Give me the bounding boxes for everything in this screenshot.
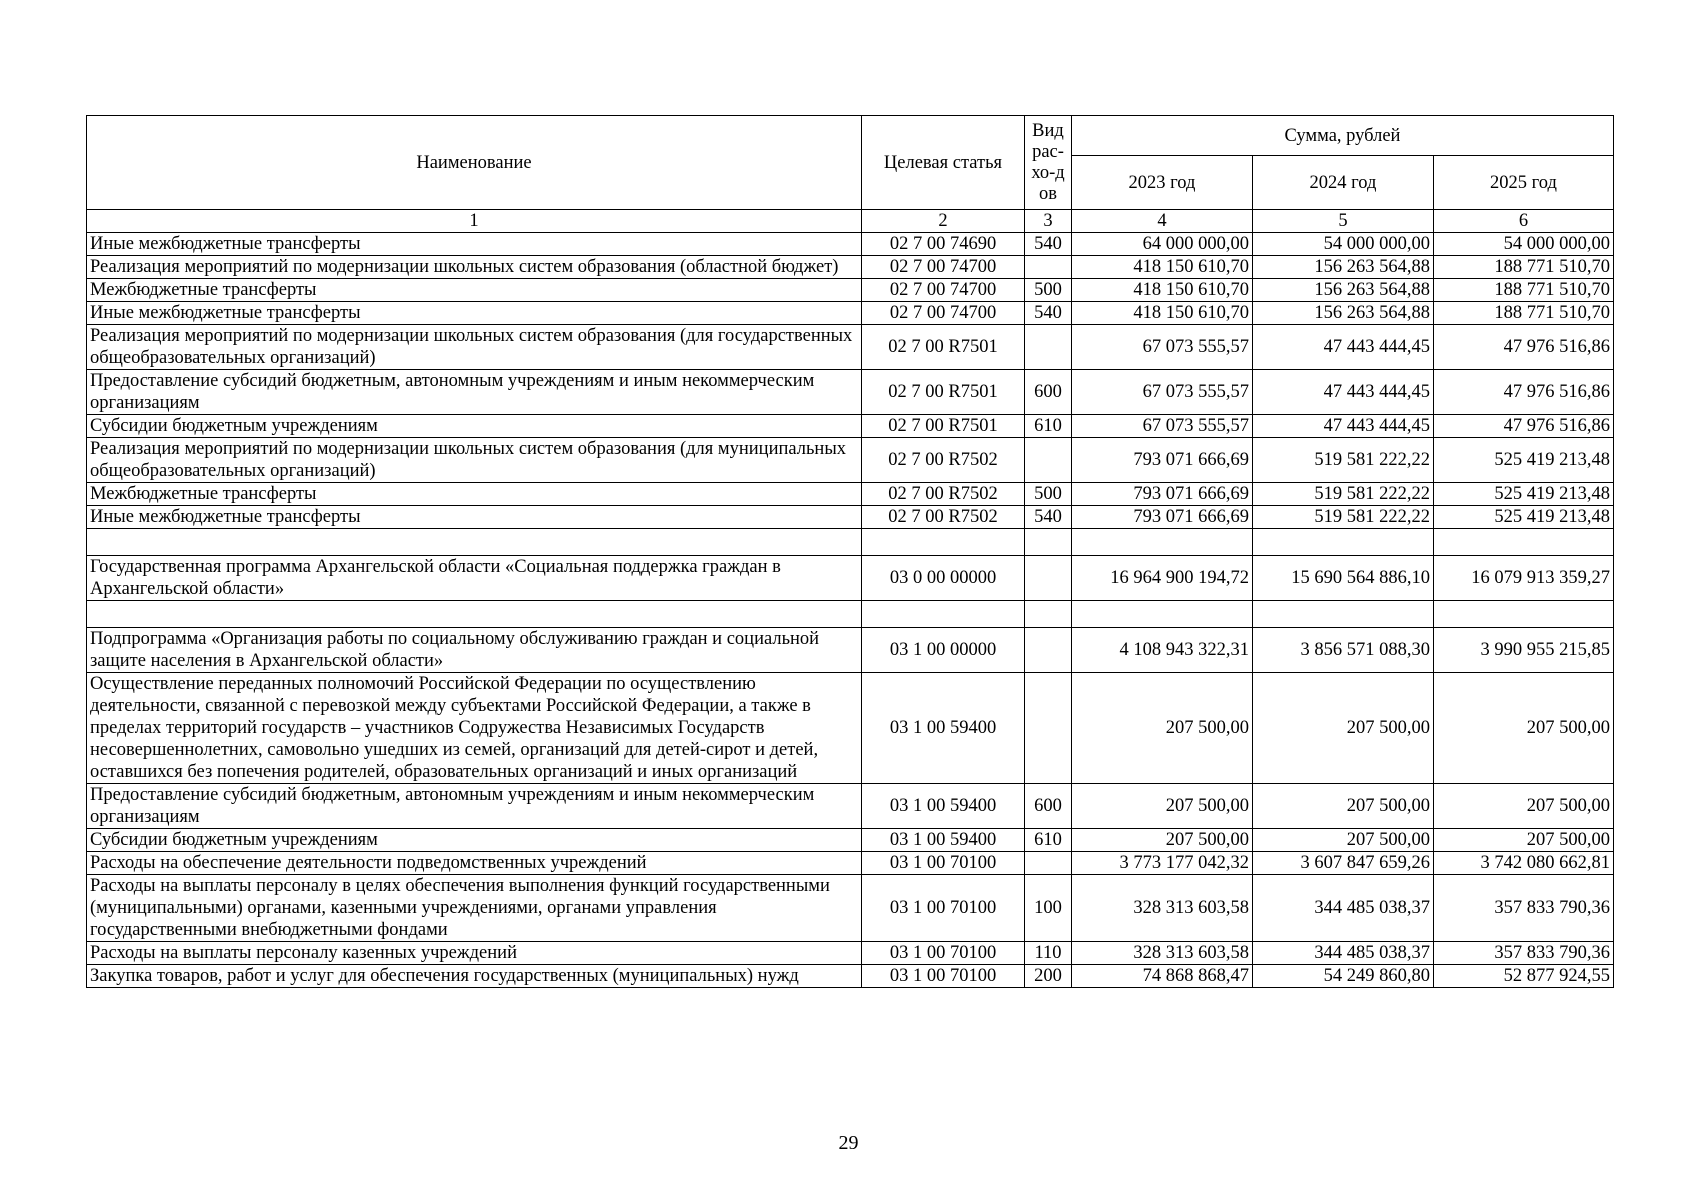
row-amount-2024: 156 263 564,88 [1253, 302, 1434, 325]
row-amount-2025: 3 990 955 215,85 [1434, 628, 1614, 673]
row-expense-kind [1025, 628, 1072, 673]
table-row [87, 325, 1614, 370]
row-expense-kind [1025, 256, 1072, 279]
row-target-article: 03 1 00 70100 [862, 965, 1025, 988]
row-amount-2025: 207 500,00 [1434, 784, 1614, 829]
row-name: Субсидии бюджетным учреждениям [87, 415, 862, 438]
table-row [87, 256, 1614, 279]
spacer-row [87, 529, 1614, 556]
table-row [87, 506, 1614, 529]
row-target-article: 02 7 00 74700 [862, 256, 1025, 279]
row-name: Реализация мероприятий по модернизации школьных систем образования (областной бюджет) [87, 256, 862, 279]
row-target-article: 03 0 00 00000 [862, 556, 1025, 601]
row-amount-2023: 4 108 943 322,31 [1072, 628, 1253, 673]
row-expense-kind: 540 [1025, 506, 1072, 529]
row-name: Иные межбюджетные трансферты [87, 233, 862, 256]
header-target-article: Целевая статья [862, 116, 1025, 210]
row-amount-2024: 47 443 444,45 [1253, 325, 1434, 370]
page-number: 29 [838, 1132, 859, 1154]
row-amount-2024: 15 690 564 886,10 [1253, 556, 1434, 601]
row-amount-2023: 207 500,00 [1072, 673, 1253, 784]
row-amount-2025: 188 771 510,70 [1434, 302, 1614, 325]
header-year-2023: 2023 год [1072, 156, 1253, 210]
row-name: Расходы на выплаты персоналу казенных учреждений [87, 942, 862, 965]
row-amount-2025: 207 500,00 [1434, 673, 1614, 784]
row-expense-kind [1025, 673, 1072, 784]
row-amount-2023: 793 071 666,69 [1072, 438, 1253, 483]
table-row [87, 302, 1614, 325]
row-expense-kind: 600 [1025, 784, 1072, 829]
column-number: 5 [1253, 210, 1434, 233]
row-name: Закупка товаров, работ и услуг для обеспечения государственных (муниципальных) нужд [87, 965, 862, 988]
row-amount-2025: 525 419 213,48 [1434, 506, 1614, 529]
row-expense-kind [1025, 556, 1072, 601]
table-row [87, 370, 1614, 415]
column-number: 6 [1434, 210, 1614, 233]
table-row [87, 829, 1614, 852]
row-expense-kind [1025, 438, 1072, 483]
row-amount-2023: 328 313 603,58 [1072, 942, 1253, 965]
row-amount-2024: 519 581 222,22 [1253, 483, 1434, 506]
row-name: Расходы на выплаты персоналу в целях обеспечения выполнения функций государственными (муниципальными) органами, казенными учреждениями, органами управления государственными внебюджетными фондами [87, 875, 862, 942]
row-amount-2023: 207 500,00 [1072, 784, 1253, 829]
row-amount-2024: 156 263 564,88 [1253, 279, 1434, 302]
table-row [87, 942, 1614, 965]
row-target-article: 03 1 00 00000 [862, 628, 1025, 673]
header-year-2024: 2024 год [1253, 156, 1434, 210]
row-amount-2025: 16 079 913 359,27 [1434, 556, 1614, 601]
header-sum: Сумма, рублей [1072, 116, 1614, 156]
table-row [87, 233, 1614, 256]
row-amount-2024: 3 607 847 659,26 [1253, 852, 1434, 875]
row-name: Реализация мероприятий по модернизации школьных систем образования (для муниципальных общеобразовательных организаций) [87, 438, 862, 483]
subprogram-row [87, 628, 1614, 673]
row-amount-2024: 207 500,00 [1253, 673, 1434, 784]
table-row [87, 673, 1614, 784]
row-amount-2025: 525 419 213,48 [1434, 483, 1614, 506]
row-name: Реализация мероприятий по модернизации школьных систем образования (для государственных общеобразовательных организаций) [87, 325, 862, 370]
row-expense-kind: 610 [1025, 415, 1072, 438]
row-amount-2023: 207 500,00 [1072, 829, 1253, 852]
row-amount-2024: 54 249 860,80 [1253, 965, 1434, 988]
table-row [87, 852, 1614, 875]
row-amount-2025: 525 419 213,48 [1434, 438, 1614, 483]
row-amount-2023: 418 150 610,70 [1072, 279, 1253, 302]
program-row [87, 556, 1614, 601]
row-target-article: 02 7 00 R7501 [862, 415, 1025, 438]
row-target-article: 02 7 00 R7502 [862, 438, 1025, 483]
row-amount-2023: 3 773 177 042,32 [1072, 852, 1253, 875]
row-target-article: 03 1 00 59400 [862, 673, 1025, 784]
table-row [87, 965, 1614, 988]
column-numbers-row [87, 210, 1614, 233]
budget-table [86, 115, 1614, 988]
row-amount-2024: 519 581 222,22 [1253, 438, 1434, 483]
row-amount-2023: 16 964 900 194,72 [1072, 556, 1253, 601]
row-expense-kind: 600 [1025, 370, 1072, 415]
row-target-article: 02 7 00 74700 [862, 302, 1025, 325]
row-amount-2024: 156 263 564,88 [1253, 256, 1434, 279]
row-expense-kind [1025, 325, 1072, 370]
column-number: 4 [1072, 210, 1253, 233]
row-amount-2025: 3 742 080 662,81 [1434, 852, 1614, 875]
row-target-article: 02 7 00 74700 [862, 279, 1025, 302]
row-name: Расходы на обеспечение деятельности подведомственных учреждений [87, 852, 862, 875]
row-amount-2025: 188 771 510,70 [1434, 279, 1614, 302]
row-amount-2023: 67 073 555,57 [1072, 325, 1253, 370]
table-row [87, 483, 1614, 506]
row-name: Субсидии бюджетным учреждениям [87, 829, 862, 852]
row-amount-2024: 519 581 222,22 [1253, 506, 1434, 529]
row-target-article: 02 7 00 74690 [862, 233, 1025, 256]
row-amount-2025: 357 833 790,36 [1434, 942, 1614, 965]
row-amount-2025: 357 833 790,36 [1434, 875, 1614, 942]
row-amount-2023: 328 313 603,58 [1072, 875, 1253, 942]
row-amount-2024: 344 485 038,37 [1253, 942, 1434, 965]
row-amount-2024: 54 000 000,00 [1253, 233, 1434, 256]
row-amount-2025: 207 500,00 [1434, 829, 1614, 852]
row-name: Государственная программа Архангельской области «Социальная поддержка граждан в Архангельской области» [87, 556, 862, 601]
row-expense-kind: 500 [1025, 279, 1072, 302]
row-name: Межбюджетные трансферты [87, 483, 862, 506]
table-row [87, 438, 1614, 483]
row-amount-2023: 793 071 666,69 [1072, 483, 1253, 506]
row-expense-kind: 610 [1025, 829, 1072, 852]
row-target-article: 03 1 00 59400 [862, 829, 1025, 852]
row-target-article: 02 7 00 R7501 [862, 370, 1025, 415]
row-target-article: 02 7 00 R7502 [862, 506, 1025, 529]
row-expense-kind: 500 [1025, 483, 1072, 506]
header-year-2025: 2025 год [1434, 156, 1614, 210]
row-target-article: 03 1 00 70100 [862, 852, 1025, 875]
row-name: Предоставление субсидий бюджетным, автономным учреждениям и иным некоммерческим организациям [87, 784, 862, 829]
row-name: Межбюджетные трансферты [87, 279, 862, 302]
row-amount-2024: 207 500,00 [1253, 829, 1434, 852]
row-name: Подпрограмма «Организация работы по социальному обслуживанию граждан и социальной защите населения в Архангельской области» [87, 628, 862, 673]
row-amount-2023: 418 150 610,70 [1072, 256, 1253, 279]
row-expense-kind: 540 [1025, 233, 1072, 256]
table-row [87, 415, 1614, 438]
row-name: Осуществление переданных полномочий Российской Федерации по осуществлению деятельности, связанной с перевозкой между субъектами Российской Федерации, а также в пределах территорий государств – участников Содружества Независимых Государств несовершеннолетних, самовольно ушедших из семей, организаций для детей-сирот и детей, оставшихся без попечения родителей, образовательных организаций и иных организаций [87, 673, 862, 784]
header-name: Наименование [87, 116, 862, 210]
row-amount-2023: 67 073 555,57 [1072, 370, 1253, 415]
row-target-article: 03 1 00 70100 [862, 875, 1025, 942]
row-amount-2025: 47 976 516,86 [1434, 415, 1614, 438]
row-target-article: 02 7 00 R7502 [862, 483, 1025, 506]
row-name: Иные межбюджетные трансферты [87, 302, 862, 325]
column-number: 2 [862, 210, 1025, 233]
table-row [87, 875, 1614, 942]
spacer-row [87, 601, 1614, 628]
row-amount-2025: 54 000 000,00 [1434, 233, 1614, 256]
row-expense-kind: 540 [1025, 302, 1072, 325]
row-amount-2023: 64 000 000,00 [1072, 233, 1253, 256]
row-amount-2025: 188 771 510,70 [1434, 256, 1614, 279]
row-amount-2023: 67 073 555,57 [1072, 415, 1253, 438]
row-target-article: 02 7 00 R7501 [862, 325, 1025, 370]
row-amount-2023: 74 868 868,47 [1072, 965, 1253, 988]
row-amount-2025: 52 877 924,55 [1434, 965, 1614, 988]
row-target-article: 03 1 00 70100 [862, 942, 1025, 965]
column-number: 3 [1025, 210, 1072, 233]
row-amount-2023: 793 071 666,69 [1072, 506, 1253, 529]
row-expense-kind: 200 [1025, 965, 1072, 988]
row-amount-2024: 207 500,00 [1253, 784, 1434, 829]
row-amount-2024: 3 856 571 088,30 [1253, 628, 1434, 673]
row-name: Предоставление субсидий бюджетным, автономным учреждениям и иным некоммерческим организациям [87, 370, 862, 415]
table-row [87, 279, 1614, 302]
header-expense-kind-label: Вид рас-хо-дов [1031, 120, 1065, 204]
row-amount-2024: 47 443 444,45 [1253, 415, 1434, 438]
row-amount-2024: 47 443 444,45 [1253, 370, 1434, 415]
row-expense-kind: 110 [1025, 942, 1072, 965]
row-name: Иные межбюджетные трансферты [87, 506, 862, 529]
header-expense-kind [1025, 116, 1072, 210]
row-amount-2025: 47 976 516,86 [1434, 370, 1614, 415]
row-expense-kind: 100 [1025, 875, 1072, 942]
row-target-article: 03 1 00 59400 [862, 784, 1025, 829]
row-amount-2023: 418 150 610,70 [1072, 302, 1253, 325]
row-amount-2025: 47 976 516,86 [1434, 325, 1614, 370]
row-amount-2024: 344 485 038,37 [1253, 875, 1434, 942]
table-row [87, 784, 1614, 829]
column-number: 1 [87, 210, 862, 233]
row-expense-kind [1025, 852, 1072, 875]
